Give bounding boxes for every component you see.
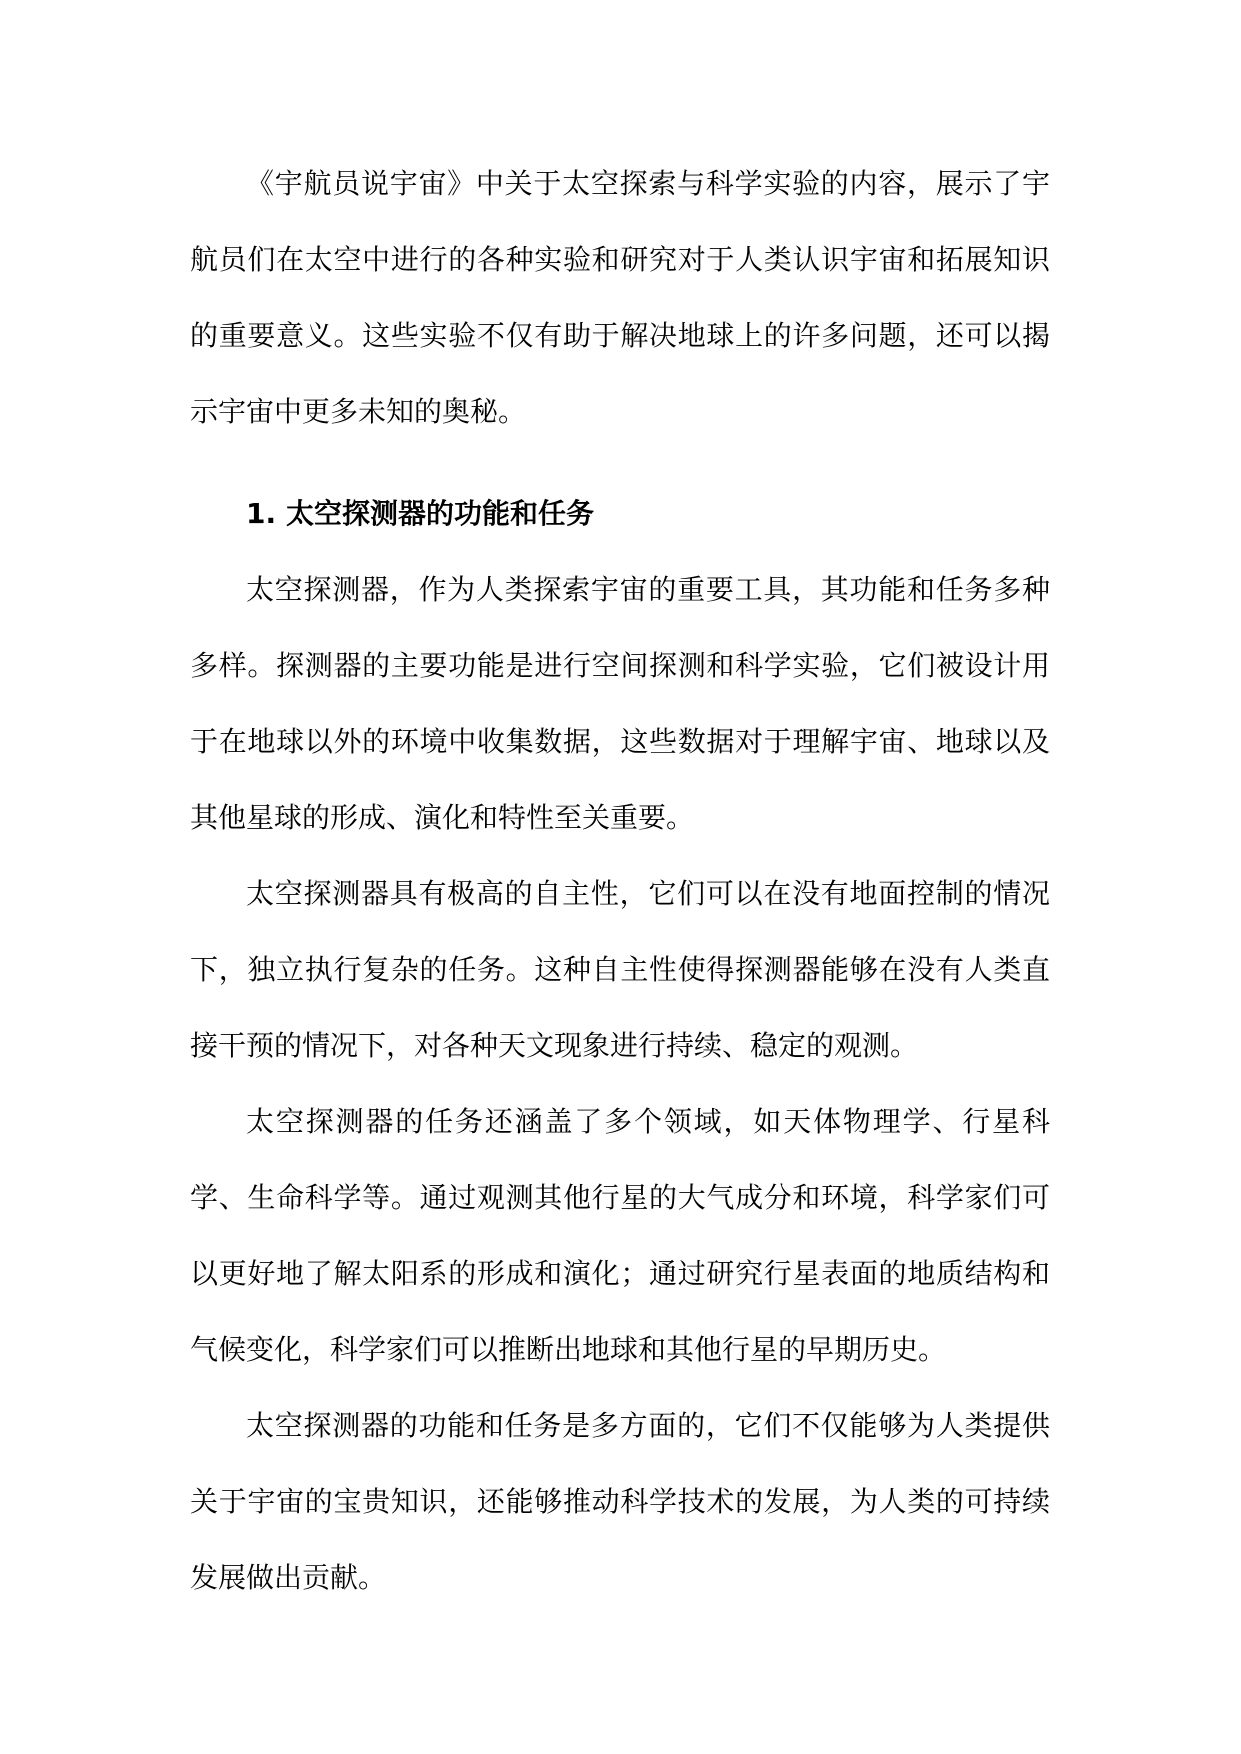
body-paragraph-3: 太空探测器的任务还涵盖了多个领域，如天体物理学、行星科学、生命科学等。通过观测其他行星的大气成分和环境，科学家们可以更好地了解太阳系的形成和演化；通过研究行星表面的地质结构和气候变化，科学家们可以推断出地球和其他行星的早期历史。 — [190, 1105, 1050, 1366]
section-number: 1. — [246, 497, 277, 530]
body-paragraph-2: 太空探测器具有极高的自主性，它们可以在没有地面控制的情况下，独立执行复杂的任务。这种自主性使得探测器能够在没有人类直接干预的情况下，对各种天文现象进行持续、稳定的观测。 — [190, 877, 1050, 1062]
intro-paragraph: 《宇航员说宇宙》中关于太空探索与科学实验的内容，展示了宇航员们在太空中进行的各种实验和研究对于人类认识宇宙和拓展知识的重要意义。这些实验不仅有助于解决地球上的许多问题，还可以揭示宇宙中更多未知的奥秘。 — [190, 167, 1050, 428]
body-paragraph-1: 太空探测器，作为人类探索宇宙的重要工具，其功能和任务多种多样。探测器的主要功能是进行空间探测和科学实验，它们被设计用于在地球以外的环境中收集数据，这些数据对于理解宇宙、地球以及其他星球的形成、演化和特性至关重要。 — [190, 573, 1050, 834]
document-body — [190, 146, 1050, 1616]
section-title: 太空探测器的功能和任务 — [286, 497, 595, 530]
section-heading — [190, 476, 1050, 552]
body-paragraph-4: 太空探测器的功能和任务是多方面的，它们不仅能够为人类提供关于宇宙的宝贵知识，还能够推动科学技术的发展，为人类的可持续发展做出贡献。 — [190, 1409, 1050, 1594]
